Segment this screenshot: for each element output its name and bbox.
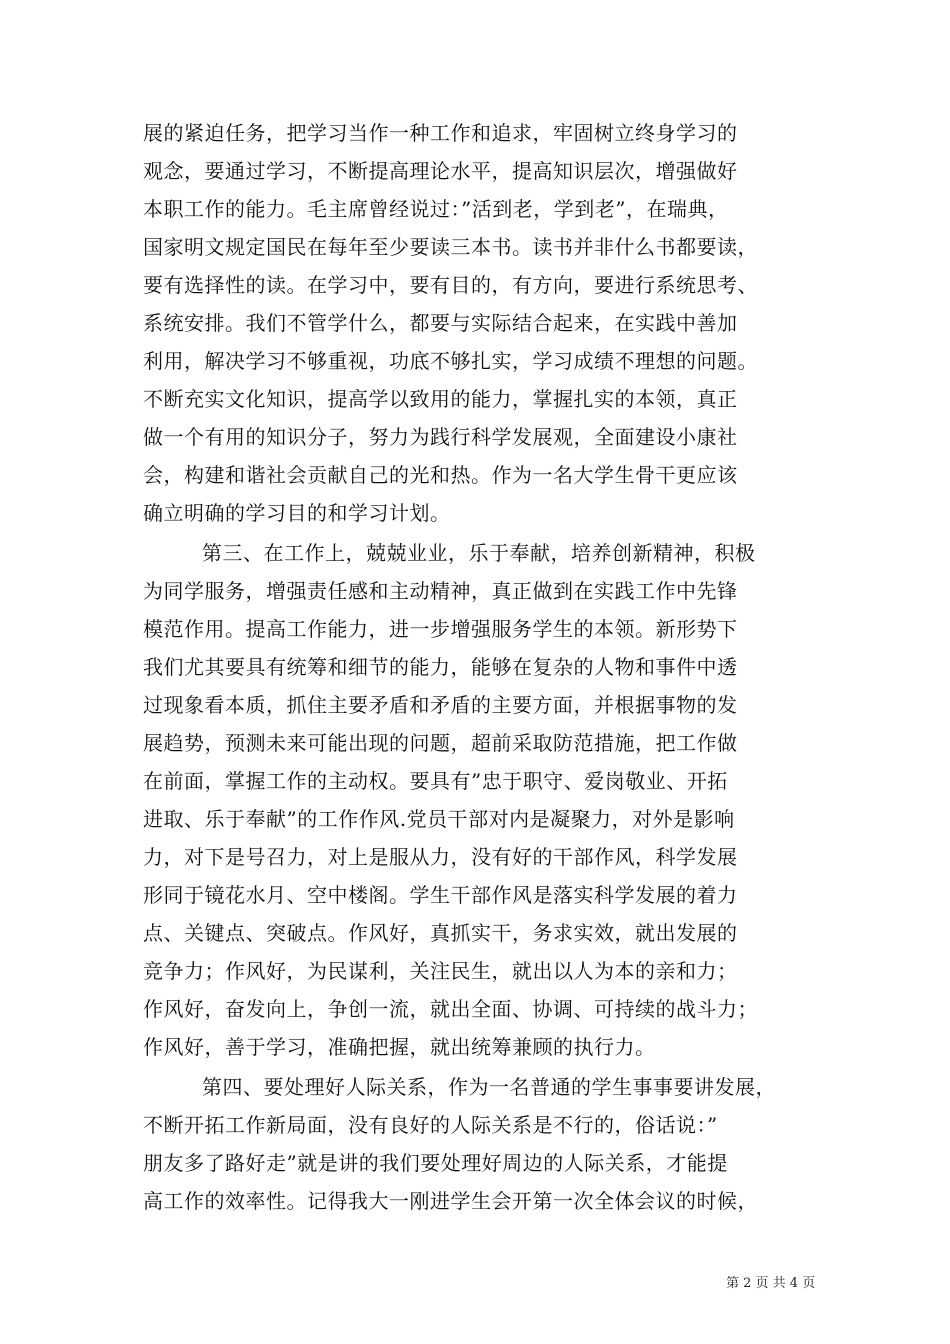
text-line: 力，对下是号召力，对上是服从力，没有好的干部作风，科学发展 bbox=[143, 845, 738, 869]
text-line: 利用，解决学习不够重视，功底不够扎实，学习成绩不理想的问题。 bbox=[143, 349, 758, 373]
text-line: 展的紧迫任务，把学习当作一种工作和追求，牢固树立终身学习的 bbox=[143, 121, 738, 145]
text-line: 在前面，掌握工作的主动权。要具有”忠于职守、爱岗敬业、开拓 bbox=[143, 769, 728, 793]
text-line: 朋友多了路好走”就是讲的我们要处理好周边的人际关系，才能提 bbox=[143, 1151, 728, 1175]
text-line: 进取、乐于奉献”的工作作风.党员干部对内是凝聚力，对外是影响 bbox=[143, 807, 735, 831]
text-line: 点、关键点、突破点。作风好，真抓实干，务求实效，就出发展的 bbox=[143, 921, 738, 945]
text-line: 高工作的效率性。记得我大一刚进学生会开第一次全体会议的时候， bbox=[143, 1189, 758, 1213]
text-line: 国家明文规定国民在每年至少要读三本书。读书并非什么书都要读， bbox=[143, 235, 758, 259]
text-line: 竞争力；作风好，为民谋利，关注民生，就出以人为本的亲和力； bbox=[143, 959, 738, 983]
text-line: 要有选择性的读。在学习中，要有目的，有方向，要进行系统思考、 bbox=[143, 273, 758, 297]
text-line: 不断开拓工作新局面，没有良好的人际关系是不行的，俗话说：” bbox=[143, 1113, 718, 1137]
text-line: 做一个有用的知识分子，努力为践行科学发展观，全面建设小康社 bbox=[143, 425, 738, 449]
text-line: 作风好，奋发向上，争创一流，就出全面、协调、可持续的战斗力； bbox=[143, 997, 758, 1021]
text-line: 展趋势，预测未来可能出现的问题，超前采取防范措施，把工作做 bbox=[143, 731, 738, 755]
text-line: 作风好，善于学习，准确把握，就出统筹兼顾的执行力。 bbox=[143, 1035, 656, 1059]
text-line: 观念，要通过学习，不断提高理论水平，提高知识层次，增强做好 bbox=[143, 159, 738, 183]
text-line: 模范作用。提高工作能力，进一步增强服务学生的本领。新形势下 bbox=[143, 617, 738, 641]
text-line: 过现象看本质，抓住主要矛盾和矛盾的主要方面，并根据事物的发 bbox=[143, 693, 738, 717]
text-line: 系统安排。我们不管学什么，都要与实际结合起来，在实践中善加 bbox=[143, 311, 738, 335]
text-line: 为同学服务，增强责任感和主动精神，真正做到在实践工作中先锋 bbox=[143, 579, 738, 603]
text-line: 我们尤其要具有统筹和细节的能力，能够在复杂的人物和事件中透 bbox=[143, 655, 738, 679]
paragraph-start-line: 第四、要处理好人际关系，作为一名普通的学生事事要讲发展， bbox=[202, 1075, 776, 1099]
text-line: 形同于镜花水月、空中楼阁。学生干部作风是落实科学发展的着力 bbox=[143, 883, 738, 907]
paragraph-start-line: 第三、在工作上，兢兢业业，乐于奉献，培养创新精神，积极 bbox=[202, 541, 756, 565]
text-line: 确立明确的学习目的和学习计划。 bbox=[143, 501, 451, 525]
text-line: 会，构建和谐社会贡献自己的光和热。作为一名大学生骨干更应该 bbox=[143, 463, 738, 487]
page-number: 第 2 页 共 4 页 bbox=[726, 1276, 816, 1291]
text-line: 本职工作的能力。毛主席曾经说过：”活到老，学到老”，在瑞典， bbox=[143, 197, 729, 221]
text-line: 不断充实文化知识，提高学以致用的能力，掌握扎实的本领，真正 bbox=[143, 387, 738, 411]
